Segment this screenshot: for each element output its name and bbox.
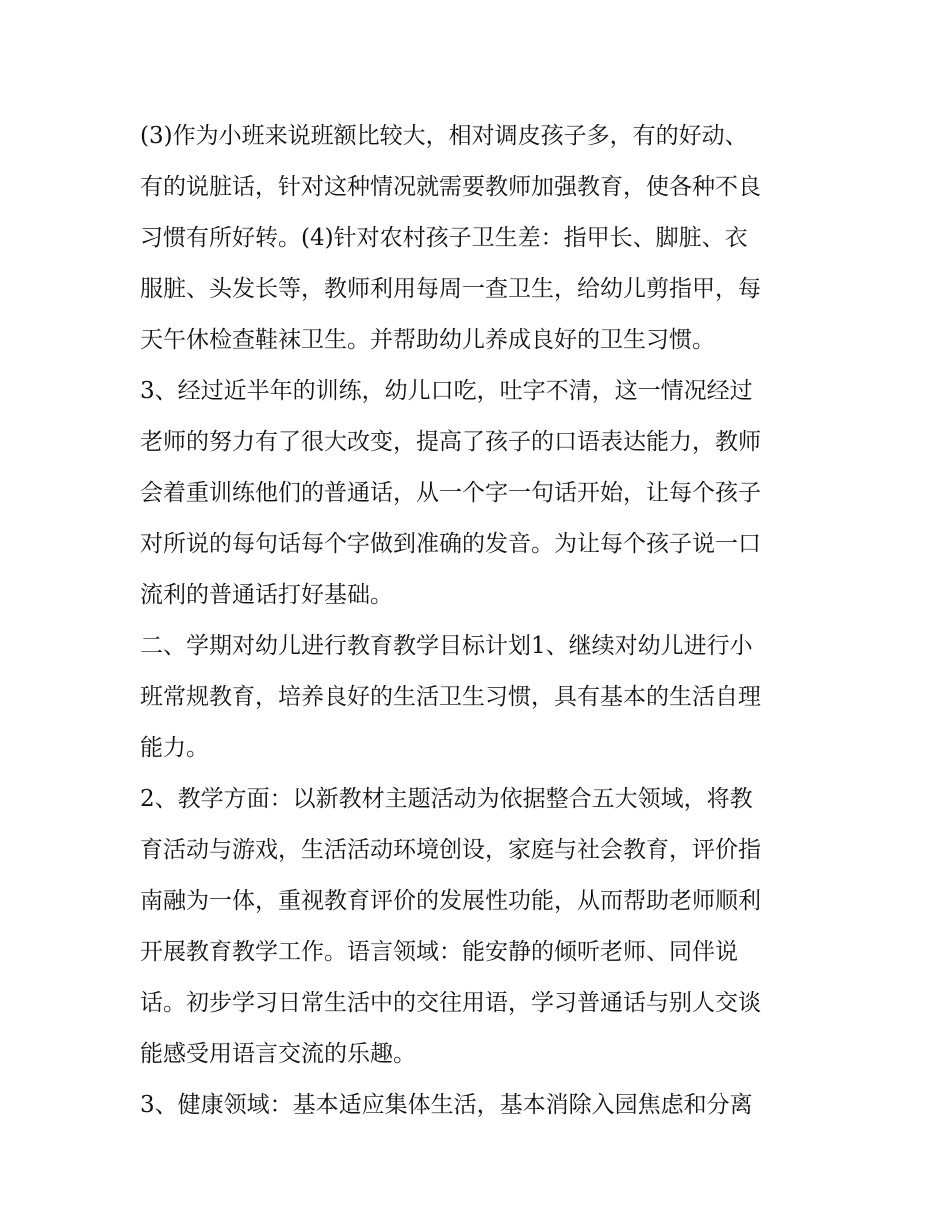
text-line: 有的说脏话，针对这种情况就需要教师加强教育，使各种不良 [140, 174, 761, 200]
text-line: 2、教学方面：以新教材主题活动为依据整合五大领域，将教 [140, 786, 753, 812]
document-body [140, 111, 820, 1131]
text-line: 习惯有所好转。(4)针对农村孩子卫生差：指甲长、脚脏、衣 [140, 225, 748, 251]
paragraph-semester-goals [140, 621, 820, 774]
text-line: 二、学期对幼儿进行教育教学目标计划1、继续对幼儿进行小 [140, 633, 753, 659]
text-line: 3、健康领域：基本适应集体生活，基本消除入园焦虑和分离 [140, 1092, 753, 1118]
paragraph-hygiene-habits [140, 111, 820, 366]
text-line: (3)作为小班来说班额比较大，相对调皮孩子多，有的好动、 [140, 123, 748, 149]
text-line: 老师的努力有了很大改变，提高了孩子的口语表达能力，教师 [140, 429, 761, 455]
paragraph-speech-training [140, 366, 820, 621]
text-line: 育活动与游戏，生活活动环境创设，家庭与社会教育，评价指 [140, 837, 761, 863]
text-line: 南融为一体，重视教育评价的发展性功能，从而帮助老师顺利 [140, 888, 761, 914]
text-line: 班常规教育，培养良好的生活卫生习惯，具有基本的生活自理 [140, 684, 761, 710]
text-line: 话。初步学习日常生活中的交往用语，学习普通话与别人交谈 [140, 990, 761, 1016]
text-line: 开展教育教学工作。语言领域：能安静的倾听老师、同伴说 [140, 939, 738, 965]
text-line: 对所说的每句话每个字做到准确的发音。为让每个孩子说一口 [140, 531, 761, 557]
text-line: 能力。 [140, 735, 209, 761]
text-line: 3、经过近半年的训练，幼儿口吃，吐字不清，这一情况经过 [140, 378, 753, 404]
text-line: 天午休检查鞋袜卫生。并帮助幼儿养成良好的卫生习惯。 [140, 327, 715, 353]
text-line: 流利的普通话打好基础。 [140, 582, 393, 608]
paragraph-teaching [140, 774, 820, 1080]
text-line: 能感受用语言交流的乐趣。 [140, 1041, 416, 1067]
text-line: 服脏、头发长等，教师利用每周一查卫生，给幼儿剪指甲，每 [140, 276, 761, 302]
paragraph-health [140, 1080, 820, 1131]
text-line: 会着重训练他们的普通话，从一个字一句话开始，让每个孩子 [140, 480, 761, 506]
